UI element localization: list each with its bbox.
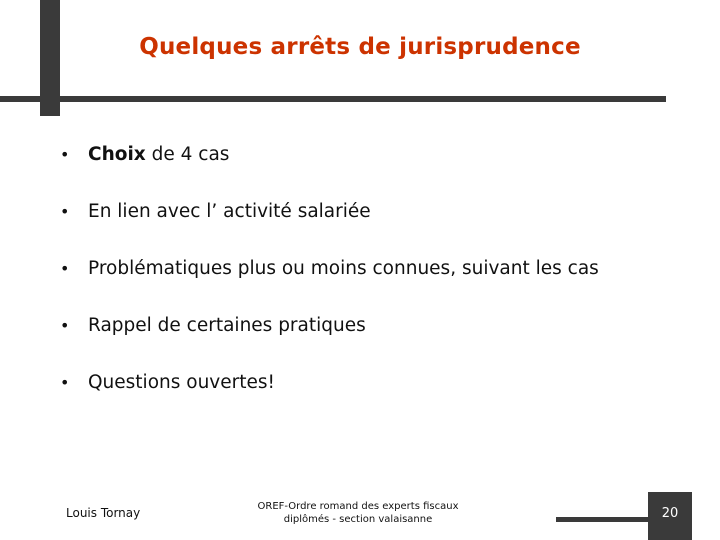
- bullet-item: [60, 140, 599, 197]
- footer-author: Louis Tornay: [66, 506, 141, 520]
- bullet-text: En lien avec l’ activité salariée: [88, 201, 371, 222]
- slide-title: Quelques arrêts de jurisprudence: [139, 34, 581, 60]
- bullet-dot-icon: •: [60, 316, 70, 335]
- footer-organization: [238, 500, 478, 526]
- bullet-text: Questions ouvertes!: [88, 372, 275, 393]
- bullet-item: [60, 368, 599, 425]
- bullet-dot-icon: •: [60, 202, 70, 221]
- page-number: 20: [661, 506, 679, 521]
- bullet-item: [60, 311, 599, 368]
- bullet-bold-text: Choix: [88, 144, 146, 165]
- footer-org-line1: OREF-Ordre romand des experts fiscaux: [257, 501, 459, 512]
- title-decoration-horizontal-bar: [0, 96, 666, 102]
- bullet-list: [60, 140, 599, 425]
- bullet-dot-icon: •: [60, 145, 70, 164]
- bullet-text: Rappel de certaines pratiques: [88, 315, 366, 336]
- footer-org-line2: diplômés - section valaisanne: [283, 514, 433, 525]
- bullet-item: [60, 197, 599, 254]
- bullet-item: [60, 254, 599, 311]
- bullet-text: de 4 cas: [145, 144, 230, 165]
- bullet-dot-icon: •: [60, 259, 70, 278]
- bullet-dot-icon: •: [60, 373, 70, 392]
- footer-decoration-line: [556, 517, 656, 522]
- bullet-text: Problématiques plus ou moins connues, suivant les cas: [88, 258, 599, 279]
